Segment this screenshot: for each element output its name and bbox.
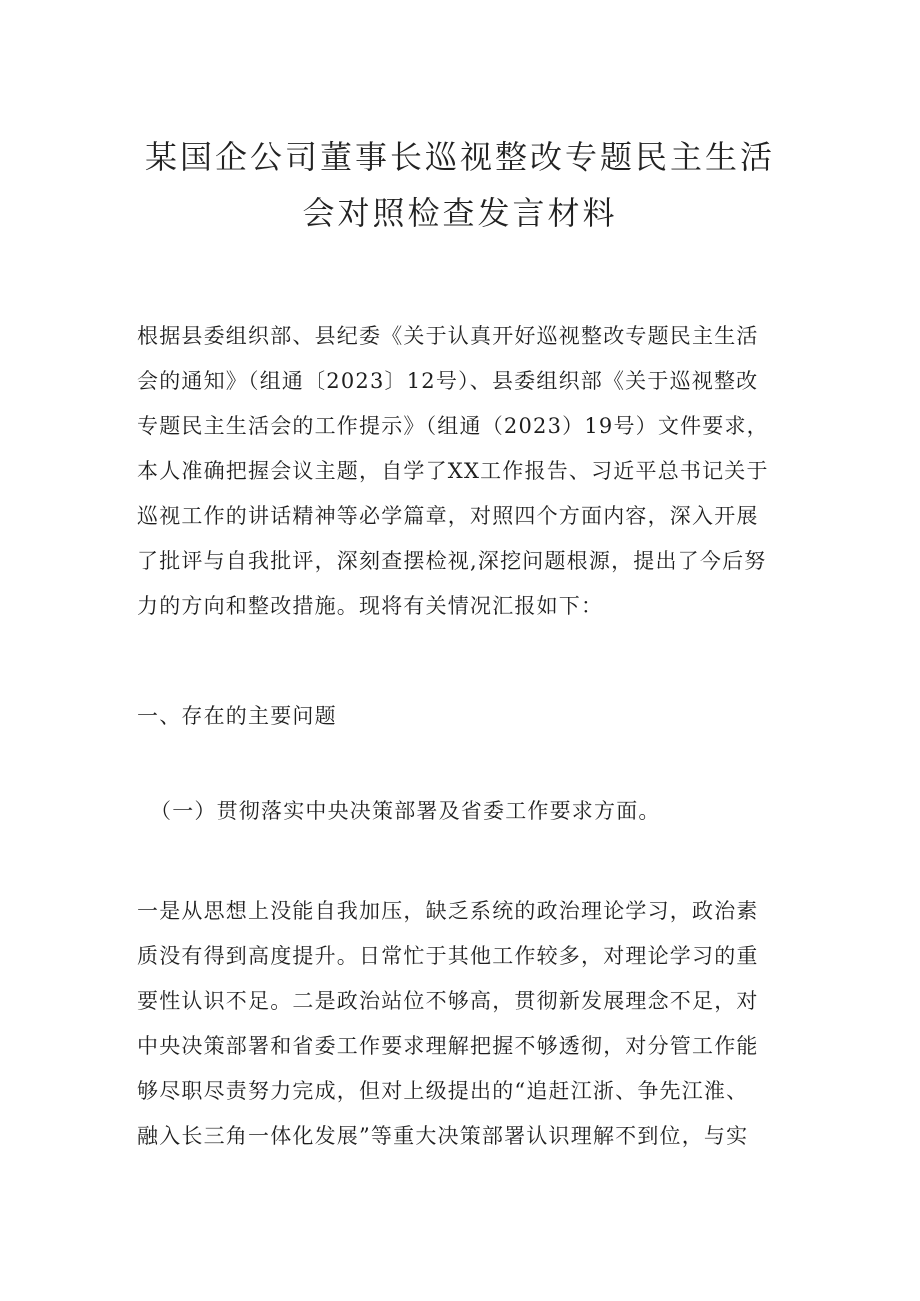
intro-paragraph-line: 本人准确把握会议主题，自学了XX工作报告、习近平总书记关于 — [137, 459, 769, 483]
intro-paragraph-line: 根据县委组织部、县纪委《关于认真开好巡视整改专题民主生活 — [137, 324, 759, 348]
body-paragraph-line: 中央决策部署和省委工作要求理解把握不够透彻，对分管工作能 — [137, 1034, 759, 1058]
intro-paragraph-line: 巡视工作的讲话精神等必学篇章，对照四个方面内容，深入开展 — [137, 504, 759, 528]
document-title-line-2: 会对照检查发言材料 — [302, 194, 618, 232]
body-paragraph-line: 一是从思想上没能自我加压，缺乏系统的政治理论学习，政治素 — [137, 899, 759, 923]
body-paragraph-line: 够尽职尽责努力完成，但对上级提出的“追赶江浙、争先江淮、 — [137, 1079, 749, 1103]
document-title-line-1: 某国企公司董事长巡视整改专题民主生活 — [144, 138, 775, 176]
body-paragraph-line: 融入长三角一体化发展”等重大决策部署认识理解不到位，与实 — [137, 1124, 749, 1148]
body-paragraph-line: 质没有得到高度提升。日常忙于其他工作较多，对理论学习的重 — [137, 944, 759, 968]
intro-paragraph-line: 专题民主生活会的工作提示》（组通（2023）19号）文件要求， — [137, 414, 769, 438]
intro-paragraph-line: 力的方向和整改措施。现将有关情况汇报如下： — [137, 594, 604, 618]
subsection-heading: （一）贯彻落实中央决策部署及省委工作要求方面。 — [150, 799, 661, 823]
body-paragraph-line: 要性认识不足。二是政治站位不够高，贯彻新发展理念不足，对 — [137, 989, 759, 1013]
section-heading: 一、存在的主要问题 — [137, 704, 337, 728]
intro-paragraph-line: 了批评与自我批评，深刻查摆检视,深挖问题根源，提出了今后努 — [137, 549, 767, 573]
intro-paragraph-line: 会的通知》（组通〔2023〕12号）、县委组织部《关于巡视整改 — [137, 369, 759, 393]
